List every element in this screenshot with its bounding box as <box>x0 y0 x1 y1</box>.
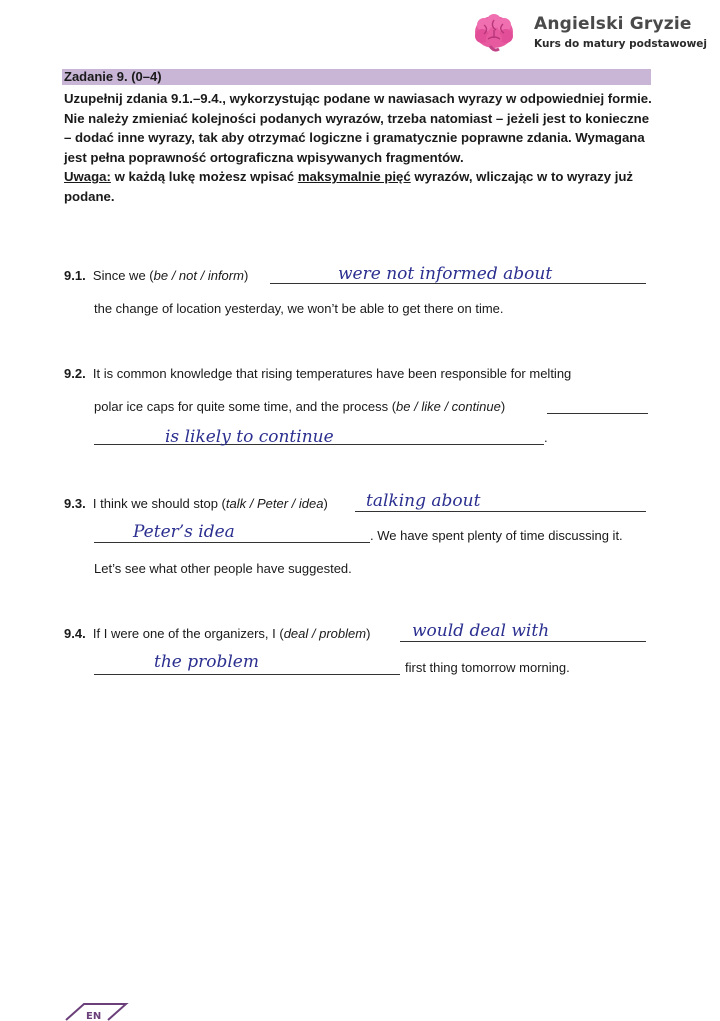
brand-name: Angielski Gryzie <box>534 14 692 34</box>
note-emphasis: maksymalnie pięć <box>297 169 411 185</box>
item-9-1-line1 <box>64 268 248 284</box>
note-part1: w każdą lukę możesz wpisać <box>110 169 298 185</box>
note-part2: wyrazów, wliczając w to wyrazy już podane. <box>64 169 634 204</box>
item-number: 9.2. <box>64 366 86 381</box>
answer-blank-9-4a[interactable] <box>400 641 646 642</box>
item-9-4-line2: first thing tomorrow morning. <box>405 660 570 675</box>
item-9-1-line2: the change of location yesterday, we won’t be able to get there on time. <box>94 301 504 316</box>
task-title: Zadanie 9. (0–4) <box>64 69 162 84</box>
item-hint: talk / Peter / idea <box>225 496 324 511</box>
item-text: I think we should stop ( <box>92 496 226 511</box>
item-text: ) <box>500 399 506 414</box>
instructions-note <box>64 167 654 206</box>
answer-blank-9-3a[interactable] <box>355 511 646 512</box>
item-9-2-line2 <box>94 399 505 415</box>
answer-blank-9-2a[interactable] <box>547 413 648 414</box>
brain-icon <box>472 12 516 54</box>
item-9-2-line1 <box>64 366 571 382</box>
item-text: ) <box>243 268 249 283</box>
handwritten-answer-9-1: were not informed about <box>338 264 553 284</box>
handwritten-answer-9-3a: talking about <box>366 491 481 511</box>
handwritten-answer-9-3b: Peter’s idea <box>133 522 235 542</box>
handwritten-answer-9-4b: the problem <box>154 652 259 672</box>
item-text: It is common knowledge that rising temperatures have been responsible for melting <box>92 366 572 381</box>
item-9-4-line1 <box>64 626 370 642</box>
item-text: polar ice caps for quite some time, and the process ( <box>94 399 397 414</box>
handwritten-answer-9-4a: would deal with <box>412 621 550 641</box>
brand-logo <box>472 12 712 56</box>
instructions-text: Uzupełnij zdania 9.1.–9.4., wykorzystując podane w nawiasach wyrazy w odpowiedniej formie. Nie należy zmieniać kolejności podanych wyrazów, trzeba natomiast – jeżeli jest to konieczne – dodać inne wyrazy, tak aby otrzymać logiczne i gramatycznie poprawne zdania. Wymagana jest pełna poprawność ortograficzna wpisywanych fragmentów. <box>64 91 652 165</box>
item-number: 9.1. <box>64 268 86 283</box>
item-number: 9.4. <box>64 626 86 641</box>
item-text: ) <box>366 626 371 641</box>
item-hint: deal / problem <box>283 626 367 641</box>
item-hint: be / not / inform <box>153 268 244 283</box>
item-text: If I were one of the organizers, I ( <box>92 626 284 641</box>
note-label: Uwaga: <box>64 169 111 185</box>
footer-logo-icon <box>62 998 132 1021</box>
item-text: Since we ( <box>92 268 154 283</box>
item-hint: be / like / continue <box>396 399 501 414</box>
answer-blank-9-3b[interactable] <box>94 542 370 543</box>
item-number: 9.3. <box>64 496 86 511</box>
brand-subtitle: Kurs do matury podstawowej <box>534 38 708 50</box>
answer-blank-9-4b[interactable] <box>94 674 400 675</box>
task-instructions <box>64 89 654 207</box>
item-9-3-line1 <box>64 496 328 512</box>
footer-logo-text: EN <box>86 1011 102 1021</box>
item-text: ) <box>323 496 328 511</box>
item-9-3-line3: Let’s see what other people have suggested. <box>94 561 352 576</box>
handwritten-answer-9-2: is likely to continue <box>165 427 334 447</box>
item-9-3-line2: . We have spent plenty of time discussing it. <box>370 528 623 543</box>
item-9-2-end: . <box>544 430 548 445</box>
